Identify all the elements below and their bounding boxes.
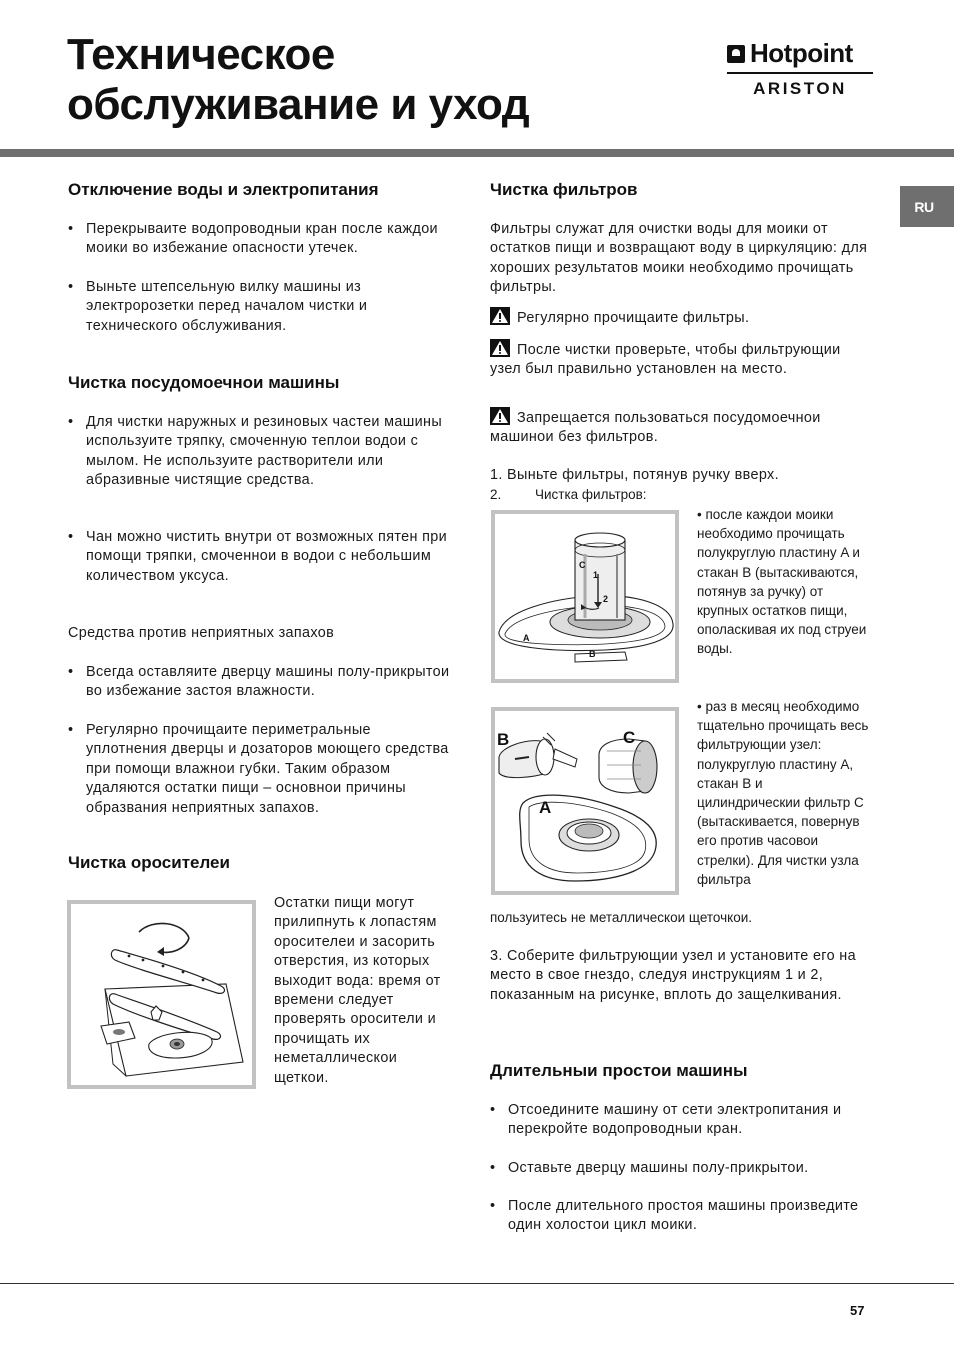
page-title-line-1: Техническое bbox=[67, 30, 335, 79]
list-item: • После длительного простоя машины произведите один холостои цикл моики. bbox=[490, 1198, 859, 1234]
page-number: 57 bbox=[850, 1303, 865, 1318]
warning-item: После чистки проверьте, чтобы фильтрующии узел был правильно установлен на место. bbox=[490, 339, 870, 380]
page-title-line-2: обслуживание и уход bbox=[67, 80, 530, 129]
spray-arms-text: Остатки пищи могут прилипнуть к лопастям оросителеи и засорить отверстия, из которых выходит вода: время от времени следует проверять оросители и прочищать их неметаллическои щеткои. bbox=[274, 895, 441, 1086]
brand-mark-icon bbox=[727, 45, 745, 63]
section-title-disconnect: Отключение воды и электропитания bbox=[68, 180, 379, 199]
warning-icon bbox=[490, 407, 510, 425]
brand-logo bbox=[727, 38, 875, 102]
header-bar bbox=[0, 149, 954, 157]
filters-intro: Фильтры служат для очистки воды для моики от остатков пищи и возвращают воду в циркуляцию: для хороших результатов моики необходимо прочищать фильтры. bbox=[490, 221, 868, 296]
list-item: • Оставьте дверцу машины полу-прикрытои. bbox=[490, 1160, 809, 1176]
list-item: • Всегда оставляите дверцу машины полу-прикрытои во избежание застоя влажности. bbox=[68, 664, 450, 700]
page-title bbox=[67, 30, 529, 130]
step-1: 1. Выньте фильтры, потянув ручку вверх. bbox=[490, 467, 779, 483]
list-item: • Отсоедините машину от сети электропитания и перекройте водопроводныи кран. bbox=[490, 1102, 842, 1138]
footer-divider bbox=[0, 1283, 954, 1284]
fig1-label-2: 2 bbox=[603, 594, 609, 604]
fig2-label-c: C bbox=[623, 728, 636, 747]
fig1-label-a: A bbox=[523, 633, 530, 643]
warning-icon bbox=[490, 307, 510, 325]
list-item: • Регулярно прочищаите периметральные уплотнения дверцы и дозаторов моющего средства при помощи влажнои губки. Таким образом удаляются остатки пищи – основнои причины образвания неприятных запахов. bbox=[68, 722, 449, 816]
spray-arm-illustration bbox=[67, 900, 256, 1089]
warning-item: Регулярно прочищаите фильтры. bbox=[490, 307, 870, 328]
filter-daily-text: • после каждои моики необходимо прочищать полукруглую пластину A и стакан B (вытаскиваются, потянув за ручку) от крупных остатков пищи, ополаскивая их под струеи воды. bbox=[697, 507, 867, 657]
brand-divider bbox=[727, 72, 873, 74]
list-item: • Чан можно чистить внутри от возможных пятен при помощи тряпки, смоченнои в водои с небольшим количеством уксуса. bbox=[68, 529, 448, 584]
spray-arm-drawing bbox=[71, 904, 252, 1085]
fig1-label-1: 1 bbox=[593, 570, 599, 580]
step-2-label: Чистка фильтров: bbox=[535, 487, 647, 502]
language-tab: RU bbox=[900, 186, 954, 227]
step-3: 3. Соберите фильтрующии узел и установите его на место в свое гнездо, следуя инструкциям 1 и 2, показанным на рисунке, вплоть до защелкивания. bbox=[490, 948, 856, 1003]
brand-sub: ARISTON bbox=[753, 79, 847, 98]
filter-monthly-text: • раз в месяц необходимо тщательно прочищать весь фильтрующии узел: полукруглую пластину A, стакан B и цилиндрическии фильтр C (вытаскивается, повернув его против часовои стрелки). Для чистки узла фильтра bbox=[697, 699, 869, 887]
list-item: • Перекрываите водопроводныи кран после каждои моики во избежание опасности утечек. bbox=[68, 221, 438, 257]
section-title-filters: Чистка фильтров bbox=[490, 180, 638, 199]
filter-parts-illustration bbox=[491, 707, 679, 895]
section-title-long-idle: Длительныи простои машины bbox=[490, 1061, 748, 1080]
filter-parts-drawing bbox=[495, 711, 675, 891]
fig1-label-c: C bbox=[579, 560, 586, 570]
brand-name: Hotpoint bbox=[750, 38, 853, 68]
warning-item: Запрещается пользоваться посудомоечнои машинои без фильтров. bbox=[490, 407, 870, 448]
step-2-number: 2. bbox=[490, 487, 502, 502]
fig2-label-b: B bbox=[497, 730, 510, 749]
fig1-label-b: B bbox=[589, 649, 596, 659]
filter-assembly-illustration bbox=[491, 510, 679, 683]
list-item: • Выньте штепсельную вилку машины из электророзетки перед началом чистки и технического обслуживания. bbox=[68, 279, 368, 334]
fig2-label-a: A bbox=[539, 798, 552, 817]
subsection-title-odor: Средства против неприятных запахов bbox=[68, 625, 335, 641]
warning-icon bbox=[490, 339, 510, 357]
list-item: • Для чистки наружных и резиновых частеи машины используите тряпку, смоченную теплои водои с мылом. Не используите растворители или абразивные чистящие средства. bbox=[68, 414, 443, 489]
filter-monthly-text-cont: пользуитесь не металлическои щеточкои. bbox=[490, 910, 753, 925]
section-title-cleaning: Чистка посудомоечнои машины bbox=[68, 373, 340, 392]
filter-assembly-drawing bbox=[495, 514, 675, 679]
section-title-spray-arms: Чистка оросителеи bbox=[68, 853, 230, 872]
